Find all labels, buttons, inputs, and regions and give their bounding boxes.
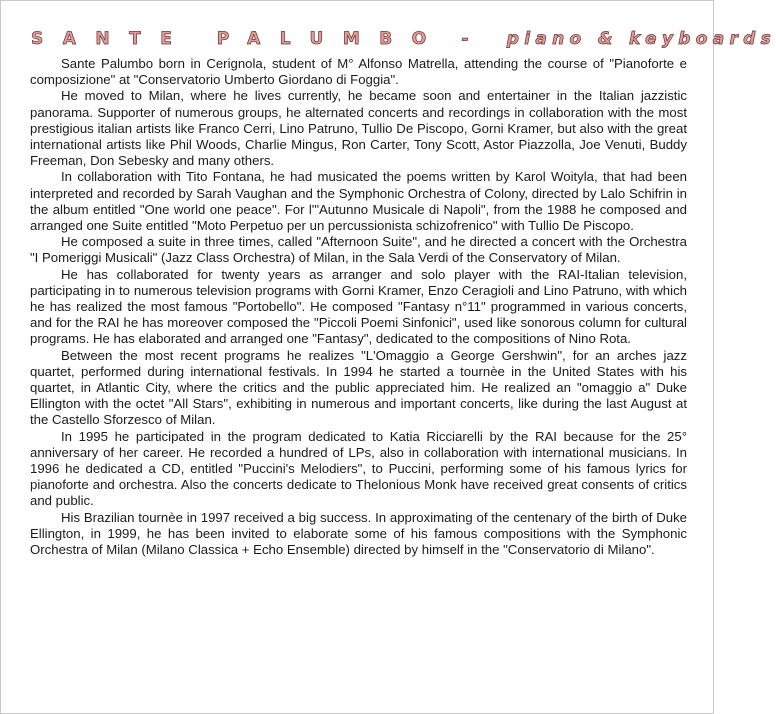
biography-paragraph: In collaboration with Tito Fontana, he had musicated the poems written by Karol Woityla, that had been interpreted and recorded by Sarah Vaughan and the Symphonic Orchestra of Colony, directed by Lalo Schifrin in the album entitled "One world one peace". For l'"Autunno Musicale di Napoli", from the 1988 he composed and arranged one Suite entitled "Moto Perpetuo per un percussionista schizofrenico" with Tullio De Piscopo. (30, 169, 687, 234)
biography-paragraph: His Brazilian tournèe in 1997 received a big success. In approximating of the centenary of the birth of Duke Ellington, in 1999, he has been invited to elaborate some of his famous compositions with the Symphonic Orchestra of Milan (Milano Classica + Echo Ensemble) directed by himself in the "Conservatorio di Milano". (30, 509, 687, 558)
artist-role: piano & keyboards (506, 29, 776, 49)
artist-name: SANTE PALUMBO (31, 29, 446, 49)
biography-paragraph: He composed a suite in three times, called "Afternoon Suite", and he directed a concert with the Orchestra "I Pomeriggi Musicali" (Jazz Class Orchestra) of Milan, in the Sala Verdi of the Conservatory of Milan. (30, 234, 687, 266)
biography-paragraph: He moved to Milan, where he lives currently, he became soon and entertainer in the Italian jazzistic panorama. Supporter of numerous groups, he alternated concerts and recordings in collaboration with the most prestigious italian artists like Franco Cerri, Lino Patruno, Tullio De Piscopo, Gorni Kramer, but also with the great international artists like Phil Woods, Charlie Mingus, Ron Carter, Tony Scott, Astor Piazzolla, Joe Venuti, Buddy Freeman, Don Sebesky and many others. (30, 88, 687, 169)
biography-paragraph: Between the most recent programs he realizes "L'Omaggio a George Gershwin", for an arches jazz quartet, performed during international festivals. In 1994 he started a tournèe in the United States with his quartet, in Atlantic City, where the critics and the public appreciated him. He realized an "omaggio a" Duke Ellington with the octet "All Stars", exhibiting in numerous and important concerts, like during the last August at the Castello Sforzesco of Milan. (30, 347, 687, 428)
page-title (31, 29, 776, 49)
biography-paragraph: He has collaborated for twenty years as arranger and solo player with the RAI-Italian television, participating in to numerous television programs with Gorni Kramer, Enzo Ceragioli and Lino Patruno, with which he has realized the most famous "Portobello". He composed "Fantasy n°11" programmed in various concerts, and for the RAI he has moreover composed the "Piccoli Poemi Sinfonici", used like sonorous column for cultural programs. He has elaborated and arranged one "Fantasy", dedicated to the compositions of Nino Rota. (30, 266, 687, 347)
biography-paragraph: Sante Palumbo born in Cerignola, student of M° Alfonso Matrella, attending the course of "Pianoforte e composizione" at "Conservatorio Umberto Giordano di Foggia". (30, 56, 687, 88)
biography-paragraph: In 1995 he participated in the program dedicated to Katia Ricciarelli by the RAI because for the 25° anniversary of her career. He recorded a hundred of LPs, also in collaboration with international musicians. In 1996 he dedicated a CD, entitled "Puccini's Melodiers", to Puccini, performing some of his famous lyrics for pianoforte and orchestra. Also the concerts dedicate to Thelonious Monk have received great consents of critics and public. (30, 428, 687, 509)
title-separator: - (461, 29, 469, 49)
biography-text (30, 56, 687, 558)
